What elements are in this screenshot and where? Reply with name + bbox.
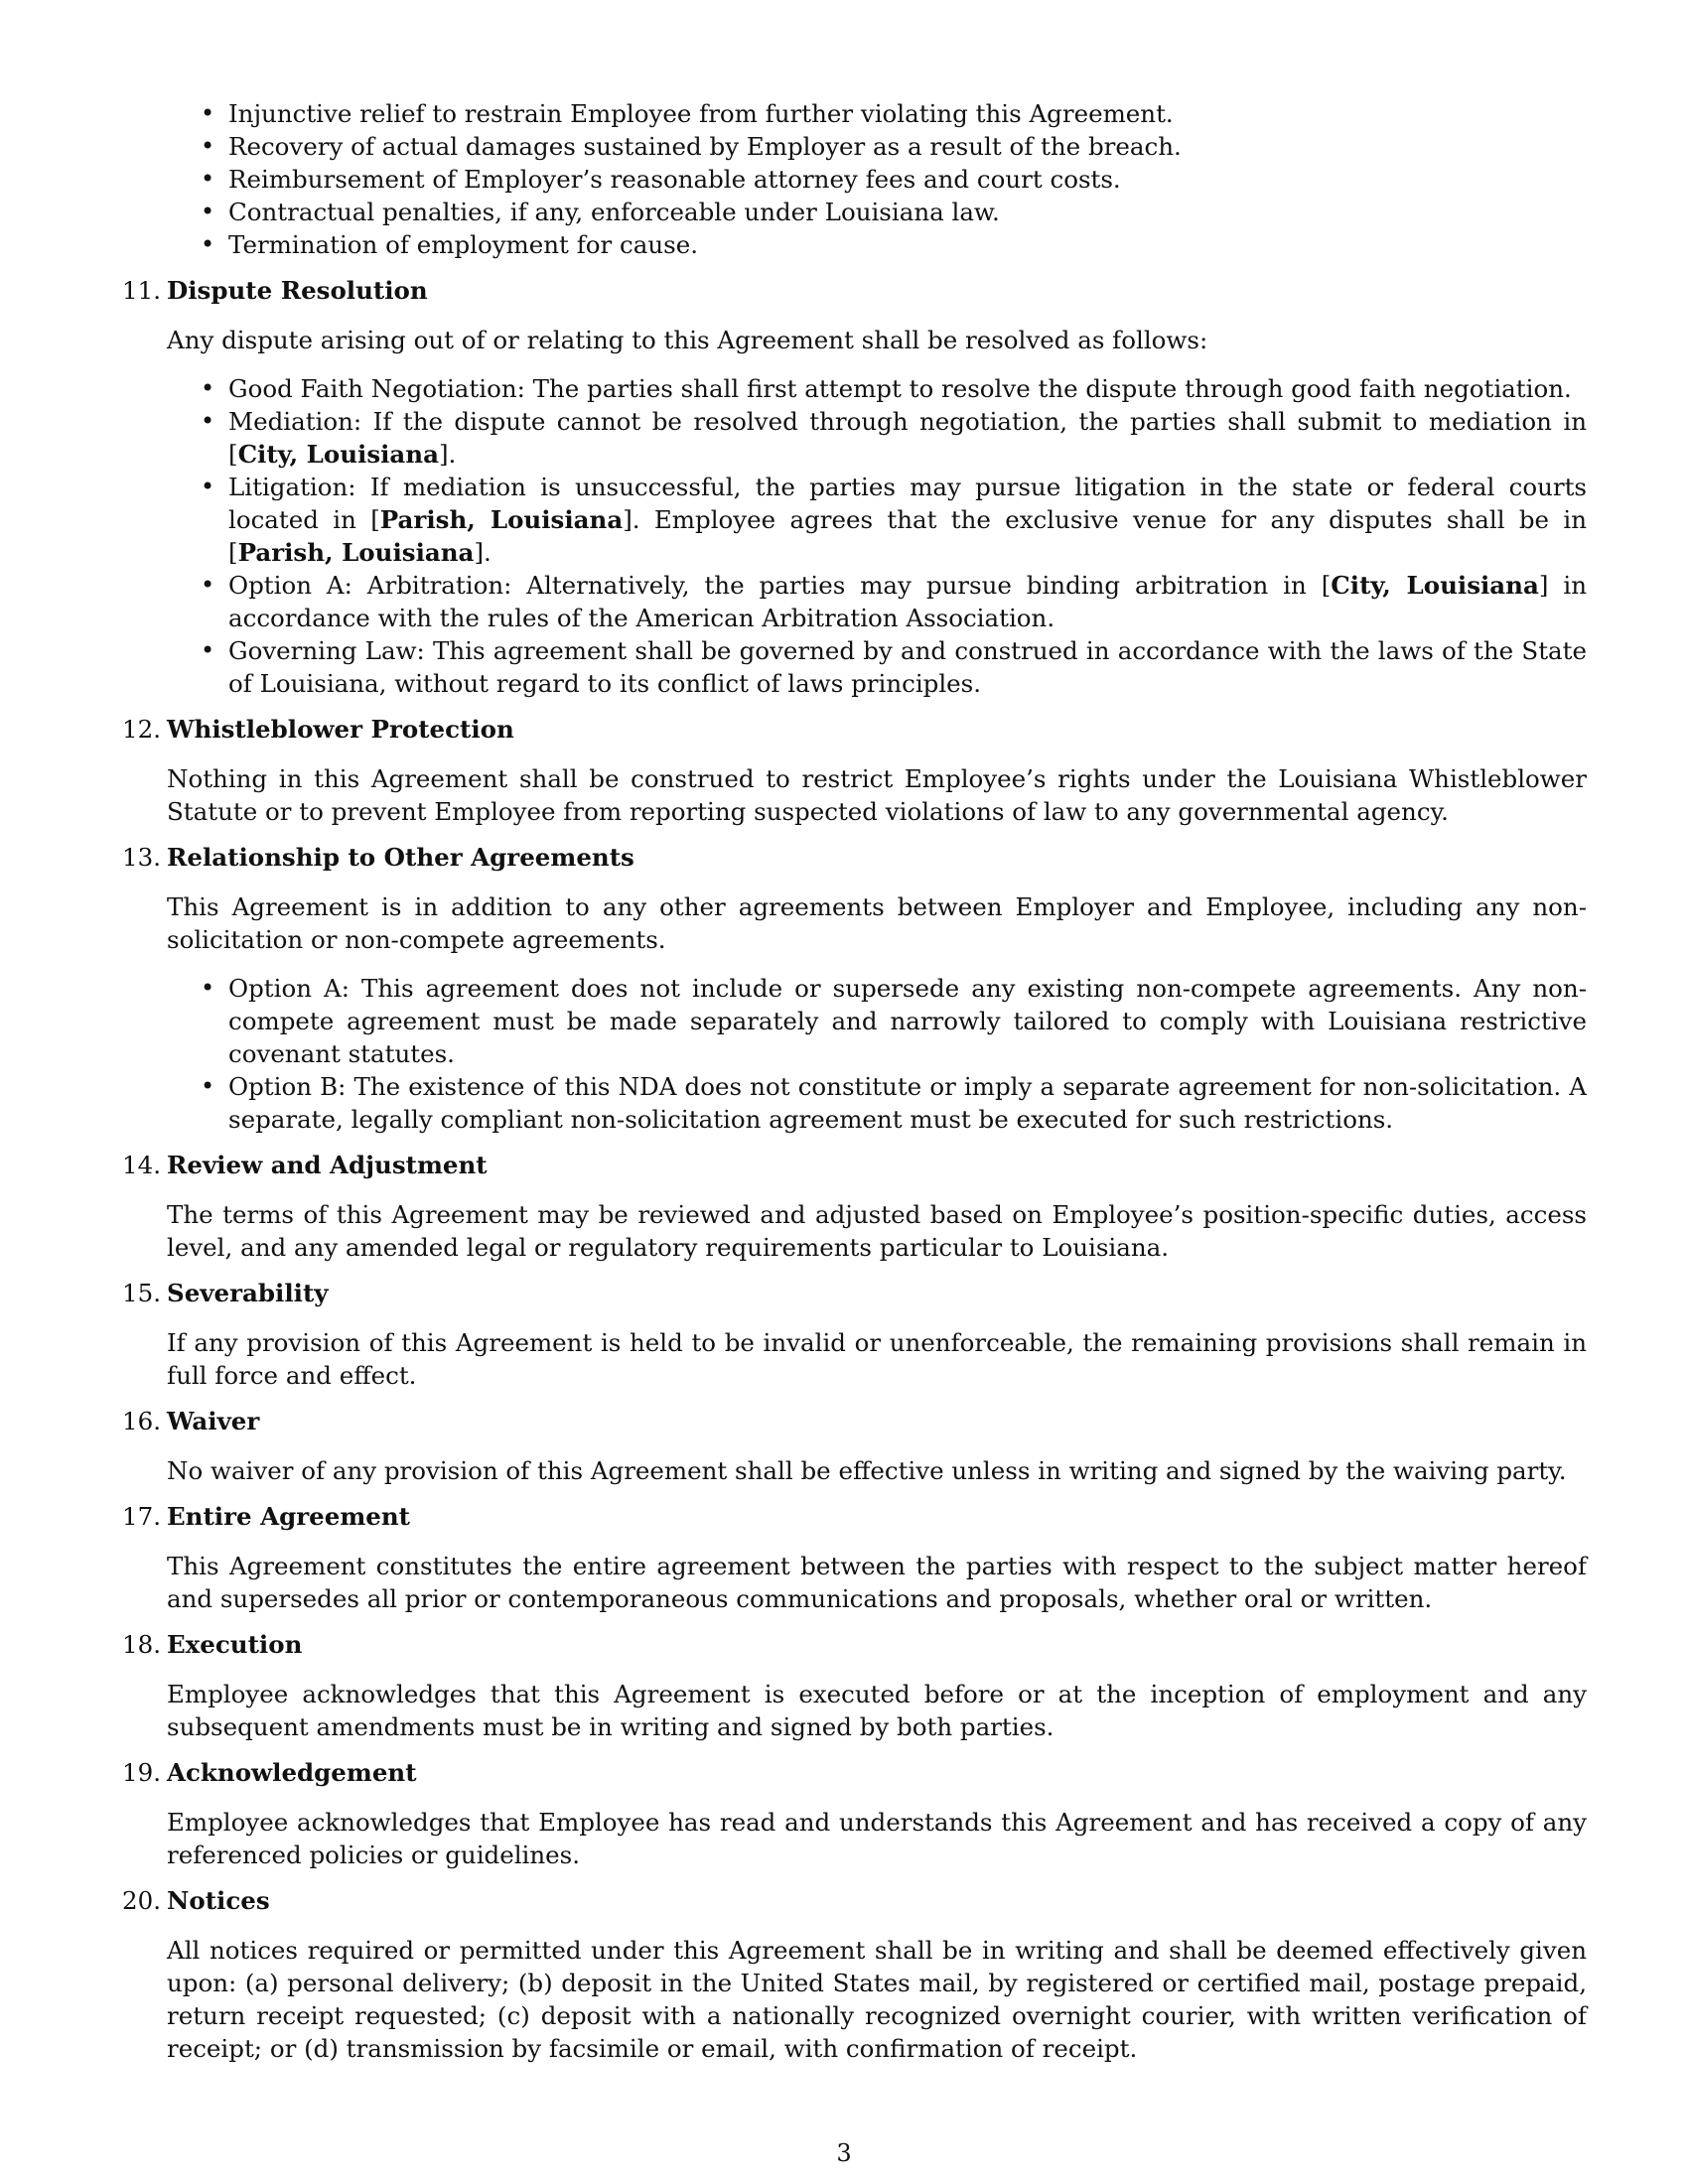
section-body: This Agreement constitutes the entire agreement between the parties with respect to the subject matter hereof and supersedes all prior or contemporaneous communications and proposals, whether oral or written. bbox=[167, 1552, 1587, 1613]
list-item: • Good Faith Negotiation: The parties shall first attempt to resolve the dispute through good faith negotiation. bbox=[109, 372, 1587, 405]
dispute-options-list bbox=[109, 372, 1587, 700]
section-acknowledgement bbox=[109, 1756, 1587, 1871]
page-number: 3 bbox=[836, 2139, 852, 2167]
page-content bbox=[109, 97, 1587, 2065]
section-number: 16. bbox=[122, 1407, 161, 1435]
section-number: 12. bbox=[122, 715, 161, 744]
list-item: • Mediation: If the dispute cannot be resolved through negotiation, the parties shall submit to mediation in [City, Louisiana]. bbox=[109, 405, 1587, 471]
list-item: • Option A: Arbitration: Alternatively, the parties may pursue binding arbitration in [City, Louisiana] in accordance with the rules of the American Arbitration Association. bbox=[109, 569, 1587, 634]
placeholder-city: City, Louisiana bbox=[1331, 571, 1539, 600]
section-title: Notices bbox=[167, 1886, 270, 1915]
section-number: 11. bbox=[122, 276, 161, 305]
remedies-list bbox=[109, 97, 1587, 261]
section-severability bbox=[109, 1277, 1587, 1392]
section-review-and-adjustment bbox=[109, 1149, 1587, 1264]
section-body: No waiver of any provision of this Agreement shall be effective unless in writing and signed by the waiving party. bbox=[167, 1456, 1567, 1485]
section-waiver bbox=[109, 1405, 1587, 1487]
section-relationship-to-other-agreements bbox=[109, 841, 1587, 1136]
list-item: • Reimbursement of Employer’s reasonable attorney fees and court costs. bbox=[109, 163, 1587, 196]
section-body: Employee acknowledges that this Agreement is executed before or at the inception of employment and any subsequent amendments must be in writing and signed by both parties. bbox=[167, 1680, 1587, 1741]
list-item: • Injunctive relief to restrain Employee from further violating this Agreement. bbox=[109, 97, 1587, 130]
list-item: • Recovery of actual damages sustained by Employer as a result of the breach. bbox=[109, 130, 1587, 163]
placeholder-parish: Parish, Louisiana bbox=[379, 505, 624, 534]
section-number: 17. bbox=[122, 1502, 161, 1531]
section-body: This Agreement is in addition to any other agreements between Employer and Employee, including any non-solicitation or non-compete agreements. bbox=[167, 892, 1587, 954]
section-body: Any dispute arising out of or relating to this Agreement shall be resolved as follows: bbox=[167, 326, 1208, 354]
list-item: • Option A: This agreement does not include or supersede any existing non-compete agreements. Any non-compete agreement must be made separately and narrowly tailored to comply with Louisiana restrictive covenant statutes. bbox=[109, 972, 1587, 1070]
placeholder-city: City, Louisiana bbox=[237, 440, 439, 469]
section-number: 13. bbox=[122, 843, 161, 872]
section-number: 14. bbox=[122, 1151, 161, 1179]
section-title: Entire Agreement bbox=[167, 1502, 410, 1531]
list-item: • Contractual penalties, if any, enforceable under Louisiana law. bbox=[109, 196, 1587, 228]
section-title: Acknowledgement bbox=[167, 1758, 417, 1787]
section-body: Nothing in this Agreement shall be construed to restrict Employee’s rights under the Louisiana Whistleblower Statute or to prevent Employee from reporting suspected violations of law to any governmental agency. bbox=[167, 764, 1587, 826]
section-body: All notices required or permitted under this Agreement shall be in writing and shall be deemed effectively given upon: (a) personal delivery; (b) deposit in the United States mail, by registered or certified mail, postage prepaid, return receipt requested; (c) deposit with a nationally recognized overnight courier, with written verification of receipt; or (d) transmission by facsimile or email, with confirmation of receipt. bbox=[167, 1936, 1587, 2063]
placeholder-parish: Parish, Louisiana bbox=[237, 538, 475, 567]
section-number: 15. bbox=[122, 1279, 161, 1307]
section-number: 20. bbox=[122, 1886, 161, 1915]
section-body: Employee acknowledges that Employee has read and understands this Agreement and has received a copy of any referenced policies or guidelines. bbox=[167, 1808, 1587, 1869]
section-number: 19. bbox=[122, 1758, 161, 1787]
section-execution bbox=[109, 1628, 1587, 1743]
section-title: Severability bbox=[167, 1279, 329, 1307]
section-notices bbox=[109, 1884, 1587, 2065]
section-whistleblower-protection bbox=[109, 713, 1587, 828]
agreement-options-list bbox=[109, 972, 1587, 1136]
section-title: Execution bbox=[167, 1630, 303, 1659]
list-item: • Termination of employment for cause. bbox=[109, 228, 1587, 261]
section-body: If any provision of this Agreement is held to be invalid or unenforceable, the remaining provisions shall remain in full force and effect. bbox=[167, 1328, 1587, 1390]
section-title: Dispute Resolution bbox=[167, 276, 428, 305]
section-title: Relationship to Other Agreements bbox=[167, 843, 634, 872]
section-title: Whistleblower Protection bbox=[167, 715, 514, 744]
section-number: 18. bbox=[122, 1630, 161, 1659]
list-item: • Litigation: If mediation is unsuccessful, the parties may pursue litigation in the state or federal courts located in [Parish, Louisiana]. Employee agrees that the exclusive venue for any disputes shall be in [Parish, Louisiana]. bbox=[109, 471, 1587, 569]
list-item: • Governing Law: This agreement shall be governed by and construed in accordance with the laws of the State of Louisiana, without regard to its conflict of laws principles. bbox=[109, 634, 1587, 700]
section-dispute-resolution bbox=[109, 274, 1587, 700]
section-entire-agreement bbox=[109, 1500, 1587, 1615]
section-title: Waiver bbox=[167, 1407, 260, 1435]
section-body: The terms of this Agreement may be reviewed and adjusted based on Employee’s position-specific duties, access level, and any amended legal or regulatory requirements particular to Louisiana. bbox=[167, 1200, 1587, 1262]
section-title: Review and Adjustment bbox=[167, 1151, 488, 1179]
list-item: • Option B: The existence of this NDA does not constitute or imply a separate agreement for non-solicitation. A separate, legally compliant non-solicitation agreement must be executed for such restrictions. bbox=[109, 1070, 1587, 1136]
